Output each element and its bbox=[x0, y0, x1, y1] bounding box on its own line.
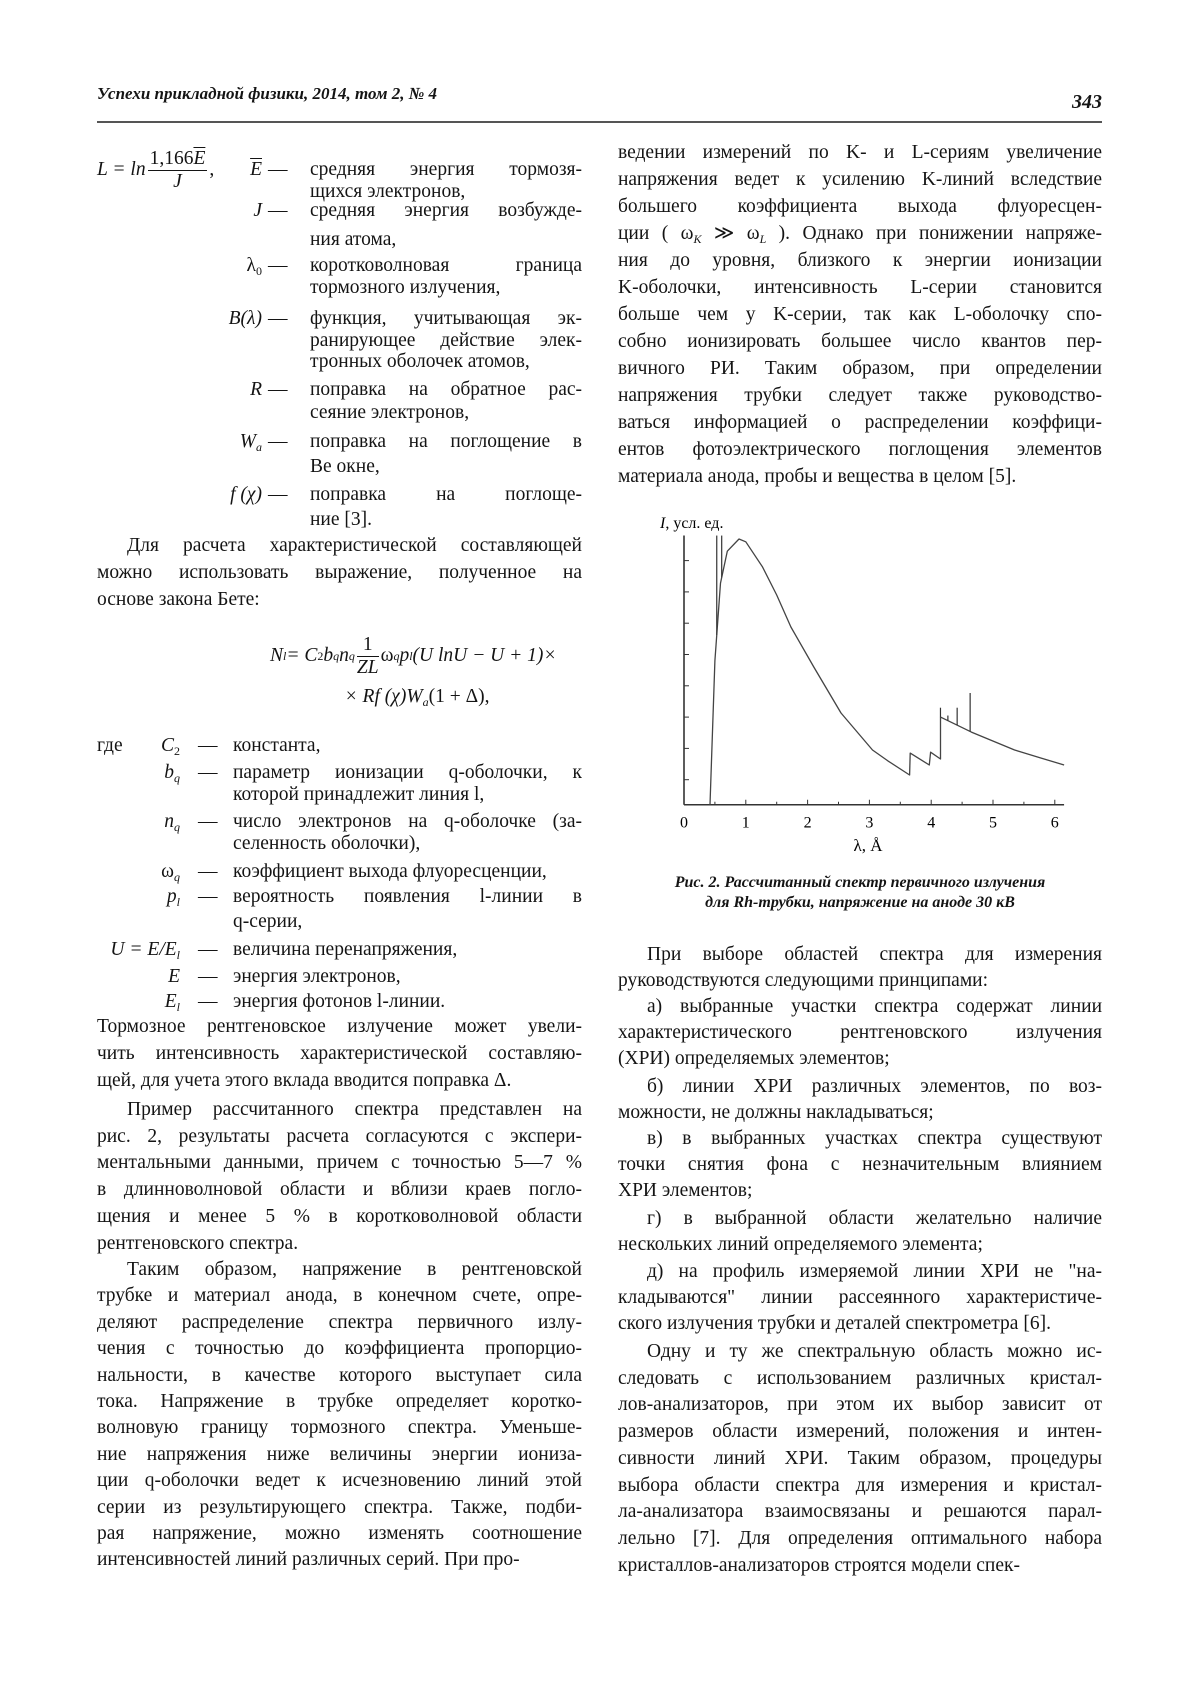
paragraph-continued-line: вичного РИ. Таким образом, при определении bbox=[618, 358, 1102, 379]
definition-text-line: щихся электронов, bbox=[310, 181, 466, 202]
definition-text-line: ние [3]. bbox=[310, 509, 373, 530]
y-axis-unit: , усл. ед. bbox=[665, 515, 724, 532]
paragraph-crystals-line: размеров области измерений, положения и интен- bbox=[618, 1421, 1102, 1443]
paragraph-example-line: щения и менее 5 % в коротковолновой области bbox=[97, 1205, 582, 1227]
formula-L-num-e: $\overline{E}$ bbox=[193, 147, 206, 169]
formula-N-b: b bbox=[323, 645, 334, 666]
variable-definition-symbol-sub: l bbox=[176, 1000, 180, 1014]
variable-definition-symbol-main: U = E/E bbox=[110, 939, 177, 960]
variable-definition-text-line: число электронов на q-оболочке (за- bbox=[233, 811, 582, 832]
variable-definition-text-line: энергия фотонов l-линии. bbox=[233, 991, 446, 1012]
paragraph-continued-line: ния до уровня, близкого к энергии ионизации bbox=[618, 250, 1102, 271]
variable-definition-dash: — bbox=[198, 735, 218, 756]
definition-dash: — bbox=[268, 431, 288, 452]
variable-definition-dash: — bbox=[198, 939, 218, 960]
definition-dash: — bbox=[268, 200, 288, 221]
variable-definition-text-line: селенность оболочки), bbox=[233, 833, 421, 854]
paragraph-crystals-line: Одну и ту же спектральную область можно ис- bbox=[647, 1341, 1102, 1362]
variable-definition-text-line: величина перенапряжения, bbox=[233, 939, 458, 960]
definition-text-line: средняя энергия возбужде- bbox=[310, 200, 582, 221]
formula-L-lhs: L = ln bbox=[97, 159, 146, 180]
x-tick-label: 1 bbox=[741, 814, 750, 832]
paragraph-brems-line: чить интенсивность характеристической составляю- bbox=[97, 1043, 582, 1064]
paragraph-thus-line: Таким образом, напряжение в рентгеновской bbox=[127, 1259, 582, 1280]
definition-symbol-main: $\overline{E}$ bbox=[250, 159, 262, 180]
definition-dash: — bbox=[268, 255, 288, 276]
definition-symbol-sub: 0 bbox=[256, 264, 262, 278]
principle-d-line: г) в выбранной области желательно наличие bbox=[647, 1208, 1102, 1229]
paragraph-example-line: Пример рассчитанного спектра представлен на bbox=[127, 1099, 582, 1120]
definition-dash: — bbox=[268, 308, 288, 329]
paragraph-selection-line: При выборе областей спектра для измерения bbox=[647, 944, 1102, 965]
variable-definition-dash: — bbox=[198, 811, 218, 832]
where-label: где bbox=[97, 735, 123, 756]
paragraph-example-line: в длинноволновой области и вблизи краев погло- bbox=[97, 1179, 582, 1201]
figure-caption-line-1: Рис. 2. Рассчитанный спектр первичного излучения bbox=[674, 874, 1046, 891]
variable-definition-text-line: параметр ионизации q-оболочки, к bbox=[233, 762, 582, 783]
variable-definition-dash: — bbox=[198, 762, 218, 783]
paragraph-continued-line: больше чем у K-серии, так как L-оболочку спо- bbox=[618, 304, 1102, 325]
definition-text-line: поправка на обратное рас- bbox=[310, 379, 582, 400]
formula-N-omega: ω bbox=[380, 645, 394, 666]
paragraph-continued-seg: ). Однако при понижении напряже- bbox=[766, 223, 1102, 244]
paragraph-thus-line: ции q-оболочки ведет к исчезновению линий этой bbox=[97, 1470, 582, 1492]
paragraph-continued-seg: L bbox=[759, 232, 767, 246]
formula-N-symbol: N bbox=[270, 645, 284, 666]
principle-e-line: ского излучения трубки и деталей спектрометра [6]. bbox=[618, 1313, 1051, 1334]
variable-definition-symbol bbox=[161, 859, 180, 885]
variable-definition-symbol bbox=[165, 989, 180, 1015]
definition-text-line: ранирующее действие элек- bbox=[310, 330, 582, 351]
definition-symbol bbox=[240, 429, 262, 455]
variable-definition-text-line: которой принадлежит линия l, bbox=[233, 784, 485, 805]
variable-definition-text-line: вероятность появления l-линии в bbox=[233, 886, 582, 907]
variable-definition-symbol-sub: l bbox=[176, 895, 180, 909]
x-tick-label: 6 bbox=[1050, 814, 1059, 832]
definition-dash: — bbox=[268, 379, 288, 400]
definition-text-line: коротковолновая граница bbox=[310, 255, 582, 276]
variable-definition-symbol bbox=[164, 760, 180, 786]
principle-a-line: характеристического рентгеновского излучения bbox=[618, 1022, 1102, 1043]
definition-symbol-main: J bbox=[253, 200, 262, 221]
paragraph-bethe-line: Для расчета характеристической составляющей bbox=[127, 535, 582, 556]
definition-symbol-main: B(λ) bbox=[228, 308, 262, 329]
variable-definition-dash: — bbox=[198, 991, 218, 1012]
variable-definition-symbol-sub: 2 bbox=[174, 744, 180, 758]
paragraph-continued-line: K-оболочки, интенсивность L-серии становится bbox=[618, 277, 1102, 298]
paragraph-bethe-line: основе закона Бете: bbox=[97, 589, 260, 610]
definition-text-line: сеяние электронов, bbox=[310, 402, 470, 423]
variable-definition-symbol-main: b bbox=[164, 762, 174, 783]
variable-definition-dash: — bbox=[198, 966, 218, 987]
paragraph-continued-line: материала анода, пробы и вещества в целом [5]. bbox=[618, 466, 1017, 487]
paragraph-bethe-line: можно использовать выражение, полученное на bbox=[97, 562, 582, 583]
formula-N-line2-b: (1 + Δ), bbox=[428, 686, 490, 707]
paragraph-crystals-line: лов-анализаторов, при этом их выбор зависит от bbox=[618, 1394, 1102, 1416]
x-axis-label: λ, Å bbox=[853, 836, 883, 855]
definition-symbol-main: R bbox=[250, 379, 262, 400]
formula-N-line1: N l = C 2 b q n q $\frac{1}{ZL}$ ω q p l (U lnU − U + 1)× bbox=[270, 633, 557, 678]
paragraph-continued-seg: ции ( ω bbox=[618, 223, 694, 244]
formula-N-line2-sub: a bbox=[422, 695, 429, 709]
principle-d-line: нескольких линий определяемого элемента; bbox=[618, 1234, 983, 1255]
variable-definition-dash: — bbox=[198, 886, 218, 907]
variable-definition-symbol-main: C bbox=[160, 735, 174, 756]
variable-definition-symbol-main: E bbox=[164, 991, 177, 1012]
paragraph-thus-line: рая напряжение, можно изменять соотношение bbox=[97, 1523, 582, 1544]
paragraph-brems-line: щей, для учета этого вклада вводится поправка Δ. bbox=[97, 1070, 512, 1091]
variable-definition-symbol-sub: l bbox=[176, 948, 180, 962]
principle-e-line: д) на профиль измеряемой линии ХРИ не "на- bbox=[647, 1261, 1102, 1282]
definition-text-line: тормозного излучения, bbox=[310, 277, 501, 298]
paragraph-continued-line: напряжения ведет к усилению K-линий вследствие bbox=[618, 169, 1102, 190]
paragraph-example-line: рентгеновского спектра. bbox=[97, 1232, 299, 1254]
principle-c-line: точки снятия фона с незначительным влиянием bbox=[618, 1154, 1102, 1175]
header-rule bbox=[97, 121, 1102, 123]
paragraph-continued-line: ентов фотоэлектрического поглощения элементов bbox=[618, 439, 1102, 460]
formula-N-line2-a: × Rf (χ)W bbox=[344, 686, 423, 707]
principle-a-line: (ХРИ) определяемых элементов; bbox=[618, 1048, 890, 1069]
paragraph-thus-line: серии из результирующего спектра. Также, подби- bbox=[97, 1496, 582, 1518]
variable-definition-symbol-main: n bbox=[164, 811, 174, 832]
definition-symbol bbox=[253, 198, 262, 224]
definition-symbol-sub: a bbox=[256, 440, 262, 454]
x-tick-label: 5 bbox=[989, 814, 997, 832]
principle-c-line: ХРИ элементов; bbox=[618, 1180, 753, 1201]
formula-N-tail: (U lnU − U + 1)× bbox=[412, 645, 557, 666]
y-axis-label bbox=[659, 515, 723, 532]
paragraph-crystals-line: выбора области спектра для измерения и кристал- bbox=[618, 1474, 1102, 1496]
journal-header: Успехи прикладной физики, 2014, том 2, № 4 bbox=[97, 84, 438, 103]
formula-L bbox=[97, 144, 214, 196]
paragraph-crystals-line: кристаллов-анализаторов строятся модели спек- bbox=[618, 1554, 1020, 1576]
definition-symbol bbox=[229, 306, 262, 332]
definition-symbol-main: f (χ) bbox=[230, 484, 262, 505]
paragraph-example-line: рис. 2, результаты расчета согласуются с экспери- bbox=[97, 1125, 582, 1147]
formula-L-num-coef: 1,166 bbox=[149, 147, 194, 169]
paragraph-crystals-line: сивности линий ХРИ. Таким образом, процедуры bbox=[618, 1447, 1102, 1469]
x-tick-label: 3 bbox=[865, 814, 874, 832]
variable-definition-text-line: константа, bbox=[233, 735, 321, 756]
x-tick-label: 4 bbox=[927, 814, 936, 832]
definition-text-line: поправка на поглоще- bbox=[310, 484, 582, 505]
principle-a-line: а) выбранные участки спектра содержат линии bbox=[647, 996, 1102, 1017]
variable-definition-symbol bbox=[167, 884, 180, 910]
spectrum-chart bbox=[600, 500, 1100, 860]
formula-L-numerator bbox=[148, 148, 208, 171]
variable-definition-symbol-sub: q bbox=[174, 870, 180, 884]
formula-N-eq-c: = C bbox=[286, 645, 318, 666]
definition-text-line: функция, учитывающая эк- bbox=[310, 308, 582, 329]
principle-b-line: б) линии ХРИ различных элементов, по воз- bbox=[647, 1076, 1102, 1097]
paragraph-crystals-line: лельно [7]. Для определения оптимального набора bbox=[618, 1527, 1102, 1549]
paragraph-thus-line: трубке и материал анода, в конечном счете, опре- bbox=[97, 1285, 582, 1307]
variable-definition-symbol bbox=[161, 733, 180, 759]
variable-definition-symbol bbox=[168, 964, 180, 990]
variable-definition-dash: — bbox=[198, 861, 218, 882]
definition-symbol-main: λ bbox=[246, 255, 256, 276]
paragraph-crystals-line: следовать с использованием различных кристал- bbox=[618, 1367, 1102, 1389]
definition-text-line: поправка на поглощение в bbox=[310, 431, 582, 452]
paragraph-continued-line: большего коэффициента выхода флуоресцен- bbox=[618, 196, 1102, 217]
paragraph-thus-line: интенсивностей линий различных серий. При про- bbox=[97, 1549, 520, 1571]
y-axis-symbol: I bbox=[660, 515, 666, 532]
x-tick-label: 0 bbox=[680, 814, 688, 832]
paragraph-brems-line: Тормозное рентгеновское излучение может увели- bbox=[97, 1016, 582, 1037]
variable-definition-text-line: коэффициент выхода флуоресценции, bbox=[233, 861, 547, 882]
formula-N-n: n bbox=[339, 645, 349, 666]
paragraph-continued-line: ведении измерений по K- и L-сериям увеличение bbox=[618, 142, 1102, 163]
variable-definition-symbol-main: E bbox=[168, 966, 180, 987]
variable-definition-text-line: энергия электронов, bbox=[233, 966, 401, 987]
x-tick-label: 2 bbox=[803, 814, 812, 832]
definition-dash: — bbox=[268, 484, 288, 505]
paragraph-thus-line: чения с точностью до коэффициента пропорцио- bbox=[97, 1338, 582, 1360]
principle-b-line: можности, не должны накладываться; bbox=[618, 1102, 934, 1123]
variable-definition-text-line: q-серии, bbox=[233, 911, 303, 932]
paragraph-selection-line: руководствуются следующими принципами: bbox=[618, 970, 989, 991]
paragraph-continued-seg: ≫ ω bbox=[701, 223, 760, 244]
paragraph-continued-line: собно ионизировать большее число квантов пер- bbox=[618, 331, 1102, 352]
paragraph-continued-seg: K bbox=[693, 232, 702, 246]
paragraph-thus-line: волновую границу тормозного спектра. Уменьше- bbox=[97, 1417, 582, 1439]
paragraph-thus-line: нальности, в качестве которого выступает сила bbox=[97, 1364, 582, 1386]
paragraph-continued-line: ваться информацией о распределении коэффици- bbox=[618, 412, 1102, 433]
definition-text-line: средняя энергия тормозя- bbox=[310, 159, 582, 180]
paragraph-thus-line: ние напряжения ниже величины энергии иониза- bbox=[97, 1443, 582, 1465]
definition-symbol bbox=[250, 377, 262, 403]
figure-caption-line-2: для Rh-трубки, напряжение на аноде 30 кВ bbox=[705, 894, 1015, 911]
spectrum-curve-continuum bbox=[710, 539, 1064, 805]
definition-symbol bbox=[247, 253, 262, 279]
page-number: 343 bbox=[1072, 91, 1102, 113]
formula-L-fraction bbox=[148, 148, 208, 193]
paragraph-thus-line: тока. Напряжение в трубке определяет коротко- bbox=[97, 1391, 582, 1412]
paragraph-example-line: ментальными данными, причем с точностью 5—7 % bbox=[97, 1152, 582, 1174]
definition-text-line: тронных оболочек атомов, bbox=[310, 351, 530, 372]
variable-definition-symbol bbox=[164, 809, 180, 835]
definition-dash: — bbox=[268, 159, 288, 180]
paragraph-continued-line: напряжения трубки следует также руководство- bbox=[618, 385, 1102, 406]
definition-text-line: ния атома, bbox=[310, 229, 397, 250]
formula-N-numerator: 1 bbox=[357, 634, 379, 657]
variable-definition-symbol-main: p bbox=[166, 886, 177, 907]
paragraph-continued-line bbox=[618, 221, 1102, 247]
paragraph-thus-line: деляют распределение спектра первичного излу- bbox=[97, 1311, 582, 1333]
formula-L-comma: , bbox=[209, 159, 215, 180]
definition-text-line: Be окне, bbox=[310, 456, 380, 477]
variable-definition-symbol-main: ω bbox=[161, 861, 174, 882]
formula-L-denominator: J bbox=[173, 170, 182, 192]
paragraph-crystals-line: ла-анализатора взаимосвязаны и решаются парал- bbox=[618, 1501, 1102, 1523]
principle-e-line: кладываются" линии рассеянного характеристиче- bbox=[618, 1287, 1102, 1308]
formula-N-fraction bbox=[357, 634, 379, 679]
variable-definition-symbol bbox=[110, 937, 180, 963]
variable-definition-symbol-sub: q bbox=[174, 771, 180, 785]
formula-N-p: p bbox=[399, 645, 410, 666]
formula-N-line2 bbox=[252, 684, 582, 710]
variable-definition-symbol-sub: q bbox=[174, 820, 180, 834]
principle-c-line: в) в выбранных участках спектра существуют bbox=[647, 1128, 1102, 1149]
definition-symbol bbox=[250, 157, 262, 183]
formula-N-denominator: ZL bbox=[356, 656, 379, 678]
definition-symbol-main: W bbox=[239, 431, 256, 452]
definition-symbol bbox=[230, 482, 262, 508]
